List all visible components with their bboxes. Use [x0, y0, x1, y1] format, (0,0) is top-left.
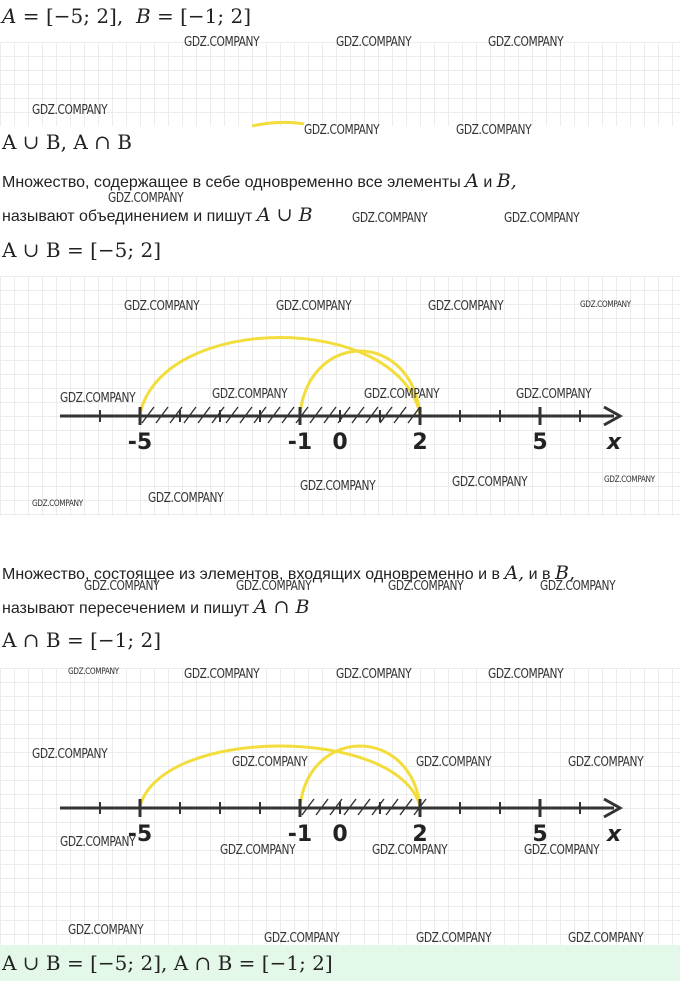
watermark: GDZ.COMPANY [60, 391, 136, 406]
watermark: GDZ.COMPANY [568, 931, 644, 946]
watermark: GDZ.COMPANY [568, 755, 644, 770]
watermark: GDZ.COMPANY [300, 479, 376, 494]
watermark: GDZ.COMPANY [364, 387, 440, 402]
tick-label: 5 [532, 822, 548, 847]
watermark: GDZ.COMPANY [456, 123, 532, 138]
watermark: GDZ.COMPANY [60, 835, 136, 850]
watermark: GDZ.COMPANY [232, 755, 308, 770]
watermark: GDZ.COMPANY [32, 103, 108, 118]
union-definition-line2: называют объединением и пишут A ∪ B [2, 204, 313, 226]
set-a-arc [140, 338, 420, 415]
watermark: GDZ.COMPANY [220, 843, 296, 858]
watermark: GDZ.COMPANY [124, 299, 200, 314]
union-result: A ∪ B = [−5; 2] [2, 238, 161, 262]
operations-formula: A ∪ B, A ∩ B [2, 130, 132, 154]
watermark: GDZ.COMPANY [68, 923, 144, 938]
tick-label: -1 [287, 822, 313, 847]
watermark: GDZ.COMPANY [428, 299, 504, 314]
watermark: GDZ.COMPANY [372, 843, 448, 858]
watermark: GDZ.COMPANY [148, 491, 224, 506]
tick-label: -5 [127, 822, 153, 847]
watermark: GDZ.COMPANY [84, 579, 160, 594]
watermark: GDZ.COMPANY [336, 35, 412, 50]
watermark: GDZ.COMPANY [352, 211, 428, 226]
axis-label-x: x [606, 822, 622, 847]
watermark: GDZ.COMPANY [388, 579, 464, 594]
intersection-definition-line1: Множество, состоящее из элементов, входящих одновременно и в A, и в B, [2, 562, 576, 584]
watermark: GDZ.COMPANY [276, 299, 352, 314]
watermark: GDZ.COMPANY [264, 931, 340, 946]
set-b-arc [300, 746, 420, 806]
watermark: GDZ.COMPANY [336, 667, 412, 682]
watermark: GDZ.COMPANY [184, 35, 260, 50]
axis-label-x: x [606, 430, 622, 455]
tick-label: -5 [127, 430, 153, 455]
answer-block [0, 945, 680, 981]
set-b-arc [300, 351, 420, 414]
watermark: GDZ.COMPANY [488, 35, 564, 50]
watermark: GDZ.COMPANY [488, 667, 564, 682]
answer-formula: A ∪ B = [−5; 2], A ∩ B = [−1; 2] [2, 951, 333, 975]
union-definition-line1: Множество, содержащее в себе одновременно все элементы A и B, [2, 170, 517, 192]
watermark: GDZ.COMPANY [32, 747, 108, 762]
tick-label: 0 [332, 822, 348, 847]
intersection-result: A ∩ B = [−1; 2] [2, 628, 161, 652]
watermark: GDZ.COMPANY [580, 300, 631, 310]
watermark: GDZ.COMPANY [212, 387, 288, 402]
watermark: GDZ.COMPANY [304, 123, 380, 138]
intersection-number-line [0, 668, 680, 946]
watermark: GDZ.COMPANY [504, 211, 580, 226]
tick-label: 2 [412, 822, 428, 847]
watermark: GDZ.COMPANY [184, 667, 260, 682]
watermark: GDZ.COMPANY [108, 191, 184, 206]
watermark: GDZ.COMPANY [32, 499, 83, 509]
header-formula: A = [−5; 2], B = [−1; 2] [2, 4, 252, 28]
tick-label: 5 [532, 430, 548, 455]
tick-label: -1 [287, 430, 313, 455]
tick-label: 0 [332, 430, 348, 455]
tick-label: 2 [412, 430, 428, 455]
watermark: GDZ.COMPANY [416, 931, 492, 946]
watermark: GDZ.COMPANY [452, 475, 528, 490]
watermark: GDZ.COMPANY [416, 755, 492, 770]
watermark: GDZ.COMPANY [516, 387, 592, 402]
watermark: GDZ.COMPANY [236, 579, 312, 594]
watermark: GDZ.COMPANY [524, 843, 600, 858]
watermark: GDZ.COMPANY [68, 667, 119, 677]
watermark: GDZ.COMPANY [604, 475, 655, 485]
intersection-definition-line2: называют пересечением и пишут A ∩ B [2, 596, 310, 618]
watermark: GDZ.COMPANY [540, 579, 616, 594]
